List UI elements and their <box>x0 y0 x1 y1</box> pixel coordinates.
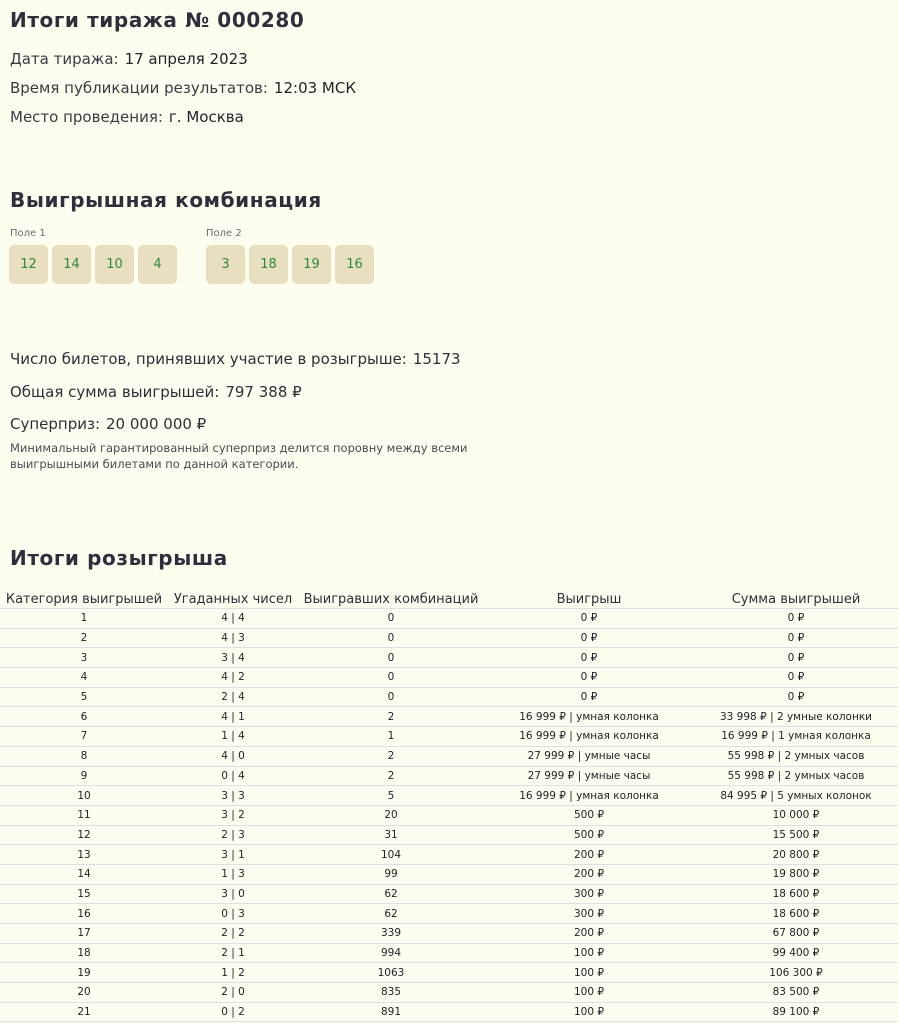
winners-cell: 99 <box>298 864 484 884</box>
winners-cell: 994 <box>298 943 484 963</box>
table-row <box>0 943 898 963</box>
total-cell: 16 999 ₽ | 1 умная колонка <box>694 727 898 747</box>
winners-cell: 0 <box>298 687 484 707</box>
category-cell: 12 <box>0 825 168 845</box>
total-cell: 19 800 ₽ <box>694 864 898 884</box>
table-row <box>0 904 898 924</box>
table-row <box>0 884 898 904</box>
tickets-value: 15173 <box>412 350 461 368</box>
category-cell: 9 <box>0 766 168 786</box>
guessed-cell: 3 | 2 <box>168 805 298 825</box>
col-winners: Выигравших комбинаций <box>298 590 484 609</box>
results-title: Итоги розыгрыша <box>10 546 228 570</box>
guessed-cell: 2 | 1 <box>168 943 298 963</box>
field1-ball: 12 <box>9 245 48 284</box>
category-cell: 18 <box>0 943 168 963</box>
total-cell: 0 ₽ <box>694 628 898 648</box>
winners-cell: 31 <box>298 825 484 845</box>
category-cell: 2 <box>0 628 168 648</box>
prize-cell: 0 ₽ <box>484 687 694 707</box>
category-cell: 6 <box>0 707 168 727</box>
guessed-cell: 3 | 1 <box>168 845 298 865</box>
superprize-label: Суперприз: <box>10 415 101 433</box>
superprize-stat <box>10 415 206 433</box>
prize-cell: 27 999 ₽ | умные часы <box>484 746 694 766</box>
col-guessed: Угаданных чисел <box>168 590 298 609</box>
winners-cell: 20 <box>298 805 484 825</box>
results-table <box>0 590 898 1022</box>
field1-ball: 4 <box>138 245 177 284</box>
total-cell: 106 300 ₽ <box>694 963 898 983</box>
field2-ball: 18 <box>249 245 288 284</box>
field2-ball: 3 <box>206 245 245 284</box>
guessed-cell: 1 | 2 <box>168 963 298 983</box>
category-cell: 21 <box>0 1002 168 1022</box>
table-row <box>0 963 898 983</box>
guessed-cell: 3 | 0 <box>168 884 298 904</box>
total-cell: 0 ₽ <box>694 609 898 629</box>
prize-cell: 200 ₽ <box>484 845 694 865</box>
category-cell: 16 <box>0 904 168 924</box>
winners-cell: 0 <box>298 668 484 688</box>
category-cell: 14 <box>0 864 168 884</box>
prize-cell: 500 ₽ <box>484 805 694 825</box>
guessed-cell: 4 | 3 <box>168 628 298 648</box>
total-cell: 0 ₽ <box>694 687 898 707</box>
category-cell: 7 <box>0 727 168 747</box>
total-cell: 67 800 ₽ <box>694 924 898 944</box>
prize-cell: 300 ₽ <box>484 904 694 924</box>
page-title: Итоги тиража № 000280 <box>10 8 305 32</box>
prize-cell: 16 999 ₽ | умная колонка <box>484 727 694 747</box>
guessed-cell: 4 | 4 <box>168 609 298 629</box>
draw-date-value: 17 апреля 2023 <box>124 50 248 68</box>
col-total: Сумма выигрышей <box>694 590 898 609</box>
table-row <box>0 825 898 845</box>
table-row <box>0 864 898 884</box>
winners-cell: 62 <box>298 904 484 924</box>
winners-cell: 835 <box>298 983 484 1003</box>
winners-cell: 0 <box>298 609 484 629</box>
table-row <box>0 924 898 944</box>
field1-ball: 10 <box>95 245 134 284</box>
field2-label: Поле 2 <box>206 228 242 239</box>
total-cell: 15 500 ₽ <box>694 825 898 845</box>
total-cell: 0 ₽ <box>694 648 898 668</box>
draw-date-label: Дата тиража: <box>10 50 119 68</box>
table-row <box>0 727 898 747</box>
tickets-label: Число билетов, принявших участие в розыгрыше: <box>10 350 407 368</box>
total-value: 797 388 ₽ <box>225 383 302 401</box>
publish-time-value: 12:03 МСК <box>273 79 356 97</box>
field2-ball: 16 <box>335 245 374 284</box>
table-row <box>0 746 898 766</box>
superprize-note: Минимальный гарантированный суперприз делится поровну между всеми выигрышными билетами по данной категории. <box>10 441 468 471</box>
guessed-cell: 0 | 3 <box>168 904 298 924</box>
winners-cell: 2 <box>298 707 484 727</box>
total-cell: 10 000 ₽ <box>694 805 898 825</box>
total-cell: 99 400 ₽ <box>694 943 898 963</box>
tickets-stat <box>10 350 461 368</box>
total-cell: 89 100 ₽ <box>694 1002 898 1022</box>
field1-label: Поле 1 <box>10 228 46 239</box>
draw-place <box>10 108 244 126</box>
table-row <box>0 805 898 825</box>
guessed-cell: 4 | 2 <box>168 668 298 688</box>
guessed-cell: 0 | 4 <box>168 766 298 786</box>
category-cell: 11 <box>0 805 168 825</box>
prize-cell: 0 ₽ <box>484 609 694 629</box>
total-cell: 84 995 ₽ | 5 умных колонок <box>694 786 898 806</box>
winners-cell: 339 <box>298 924 484 944</box>
prize-cell: 500 ₽ <box>484 825 694 845</box>
prize-cell: 100 ₽ <box>484 943 694 963</box>
category-cell: 3 <box>0 648 168 668</box>
table-row <box>0 609 898 629</box>
total-label: Общая сумма выигрышей: <box>10 383 220 401</box>
guessed-cell: 2 | 0 <box>168 983 298 1003</box>
winners-cell: 62 <box>298 884 484 904</box>
guessed-cell: 4 | 1 <box>168 707 298 727</box>
combination-title: Выигрышная комбинация <box>10 188 322 212</box>
winners-cell: 5 <box>298 786 484 806</box>
total-cell: 20 800 ₽ <box>694 845 898 865</box>
table-row <box>0 845 898 865</box>
prize-cell: 100 ₽ <box>484 963 694 983</box>
table-row <box>0 628 898 648</box>
superprize-value: 20 000 000 ₽ <box>106 415 207 433</box>
winners-cell: 891 <box>298 1002 484 1022</box>
prize-cell: 0 ₽ <box>484 668 694 688</box>
publish-time-label: Время публикации результатов: <box>10 79 268 97</box>
category-cell: 19 <box>0 963 168 983</box>
total-cell: 55 998 ₽ | 2 умных часов <box>694 766 898 786</box>
category-cell: 20 <box>0 983 168 1003</box>
winners-cell: 2 <box>298 746 484 766</box>
table-row <box>0 786 898 806</box>
field1-ball: 14 <box>52 245 91 284</box>
prize-cell: 0 ₽ <box>484 648 694 668</box>
prize-cell: 100 ₽ <box>484 983 694 1003</box>
total-cell: 83 500 ₽ <box>694 983 898 1003</box>
prize-cell: 0 ₽ <box>484 628 694 648</box>
results-header-row <box>0 590 898 609</box>
category-cell: 4 <box>0 668 168 688</box>
guessed-cell: 2 | 4 <box>168 687 298 707</box>
table-row <box>0 668 898 688</box>
winners-cell: 0 <box>298 648 484 668</box>
table-row <box>0 983 898 1003</box>
col-prize: Выигрыш <box>484 590 694 609</box>
table-row <box>0 1002 898 1022</box>
total-cell: 0 ₽ <box>694 668 898 688</box>
guessed-cell: 2 | 3 <box>168 825 298 845</box>
publish-time <box>10 79 356 97</box>
category-cell: 15 <box>0 884 168 904</box>
prize-cell: 300 ₽ <box>484 884 694 904</box>
prize-cell: 16 999 ₽ | умная колонка <box>484 707 694 727</box>
prize-cell: 27 999 ₽ | умные часы <box>484 766 694 786</box>
total-cell: 33 998 ₽ | 2 умные колонки <box>694 707 898 727</box>
winners-cell: 1 <box>298 727 484 747</box>
category-cell: 17 <box>0 924 168 944</box>
prize-cell: 200 ₽ <box>484 924 694 944</box>
guessed-cell: 3 | 4 <box>168 648 298 668</box>
prize-cell: 200 ₽ <box>484 864 694 884</box>
field2-ball: 19 <box>292 245 331 284</box>
category-cell: 8 <box>0 746 168 766</box>
table-row <box>0 687 898 707</box>
table-row <box>0 707 898 727</box>
field2-balls <box>206 245 374 284</box>
winners-cell: 0 <box>298 628 484 648</box>
guessed-cell: 0 | 2 <box>168 1002 298 1022</box>
draw-place-value: г. Москва <box>168 108 244 126</box>
col-category: Категория выигрышей <box>0 590 168 609</box>
total-cell: 18 600 ₽ <box>694 884 898 904</box>
guessed-cell: 4 | 0 <box>168 746 298 766</box>
prize-cell: 16 999 ₽ | умная колонка <box>484 786 694 806</box>
table-row <box>0 648 898 668</box>
guessed-cell: 2 | 2 <box>168 924 298 944</box>
draw-date <box>10 50 248 68</box>
winners-cell: 1063 <box>298 963 484 983</box>
field1-balls <box>9 245 177 284</box>
category-cell: 5 <box>0 687 168 707</box>
winners-cell: 2 <box>298 766 484 786</box>
winners-cell: 104 <box>298 845 484 865</box>
total-cell: 55 998 ₽ | 2 умных часов <box>694 746 898 766</box>
total-cell: 18 600 ₽ <box>694 904 898 924</box>
guessed-cell: 3 | 3 <box>168 786 298 806</box>
guessed-cell: 1 | 3 <box>168 864 298 884</box>
category-cell: 10 <box>0 786 168 806</box>
category-cell: 1 <box>0 609 168 629</box>
table-row <box>0 766 898 786</box>
category-cell: 13 <box>0 845 168 865</box>
total-stat <box>10 383 302 401</box>
prize-cell: 100 ₽ <box>484 1002 694 1022</box>
guessed-cell: 1 | 4 <box>168 727 298 747</box>
draw-place-label: Место проведения: <box>10 108 163 126</box>
